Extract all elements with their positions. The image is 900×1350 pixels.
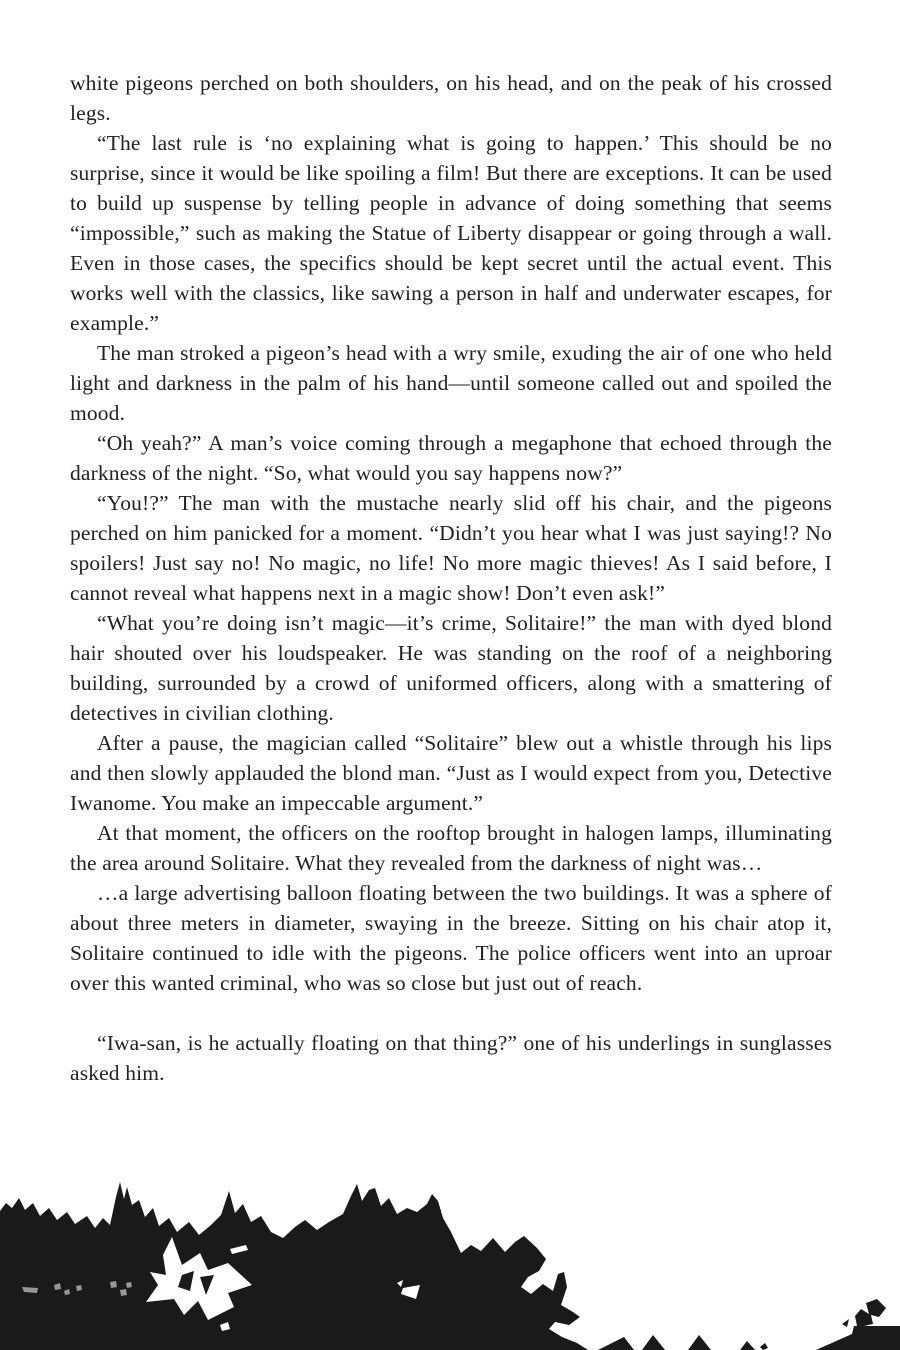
- paragraph: At that moment, the officers on the rooftop brought in halogen lamps, illuminating the area around Solitaire. What they revealed from the darkness of night was…: [70, 821, 832, 875]
- paragraph: “The last rule is ‘no explaining what is going to happen.’ This should be no surprise, since it would be like spoiling a film! But there are exceptions. It can be used to build up suspense by telling people in advance of doing something that seems “impossible,” such as making the Statue of Liberty disappear or going through a wall. Even in those cases, the specifics should be kept secret until the actual event. This works well with the classics, like sawing a person in half and underwater escapes, for example.”: [70, 131, 832, 335]
- paragraph: After a pause, the magician called “Solitaire” blew out a whistle through his lips and then slowly applauded the blond man. “Just as I would expect from you, Detective Iwanome. You make an impeccable argument.”: [70, 731, 832, 815]
- paragraph: white pigeons perched on both shoulders, on his head, and on the peak of his crossed legs.: [70, 71, 832, 125]
- paragraph: …a large advertising balloon floating between the two buildings. It was a sphere of about three meters in diameter, swaying in the breeze. Sitting on his chair atop it, Solitaire continued to idle with the pigeons. The police officers went into an uproar over this wanted criminal, who was so close but just out of reach.: [70, 881, 832, 995]
- paragraph: “Iwa-san, is he actually floating on that thing?” one of his underlings in sunglasses asked him.: [70, 1031, 832, 1085]
- paragraph: “What you’re doing isn’t magic—it’s crime, Solitaire!” the man with dyed blond hair shouted over his loudspeaker. He was standing on the roof of a neighboring building, surrounded by a crowd of uniformed officers, along with a smattering of detectives in civilian clothing.: [70, 611, 832, 725]
- paragraph: “You!?” The man with the mustache nearly slid off his chair, and the pigeons perched on him panicked for a moment. “Didn’t you hear what I was just saying!? No spoilers! Just say no! No magic, no life! No more magic thieves! As I said before, I cannot reveal what happens next in a magic show! Don’t even ask!”: [70, 491, 832, 605]
- page-text: [70, 68, 832, 1088]
- ink-splatter-graphic: [0, 1175, 900, 1350]
- paragraph: The man stroked a pigeon’s head with a wry smile, exuding the air of one who held light and darkness in the palm of his hand—until someone called out and spoiled the mood.: [70, 341, 832, 425]
- paragraph: “Oh yeah?” A man’s voice coming through a megaphone that echoed through the darkness of the night. “So, what would you say happens now?”: [70, 431, 832, 485]
